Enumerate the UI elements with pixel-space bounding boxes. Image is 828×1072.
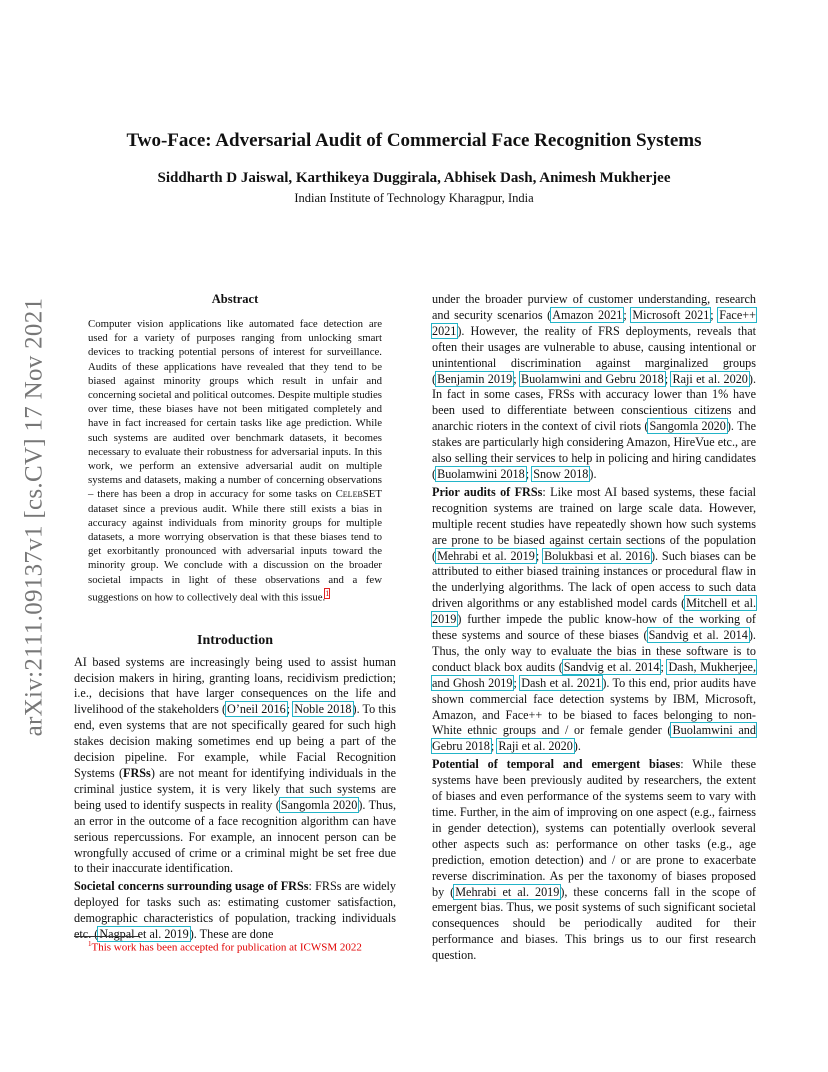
citation-link[interactable]: Mitchell et al. 2019	[432, 596, 756, 627]
citation-link[interactable]: Sandvig et al. 2014	[648, 628, 748, 643]
paper-title: Two-Face: Adversarial Audit of Commercial Face Recognition Systems	[126, 130, 702, 151]
citation-link[interactable]: Mehrabi et al. 2019	[455, 884, 560, 899]
right-column	[432, 292, 756, 964]
affiliation: Indian Institute of Technology Kharagpur, India	[294, 191, 534, 205]
citation-link[interactable]: Sangomla 2020	[280, 797, 358, 812]
citation-link[interactable]: Benjamin 2019	[437, 371, 513, 386]
abstract-heading: Abstract	[211, 292, 259, 306]
intro-paragraph-2: Societal concerns surrounding usage of FRSs: FRSs are widely deployed for tasks such as: estimating customer satisfaction, demographic characteristics of population, tracking individuals etc. (Nagpal et al. 2019). These are done	[74, 879, 396, 942]
citation-link[interactable]: Dash, Mukherjee, and Ghosh 2019	[432, 659, 756, 690]
citation-link[interactable]: Mehrabi et al. 2019	[437, 548, 535, 563]
introduction-heading: Introduction	[197, 632, 273, 648]
right-paragraph-2: Prior audits of FRSs: Like most AI based systems, these facial recognition systems are trained on large scale data. However, multiple recent studies have repeatedly shown how such systems are prone to be biased against certain sections of the population (Mehrabi et al. 2019; Bolukbasi et al. 2016). Such biases can be attributed to either biased training instances or procedural flaw in the underlying algorithms. The lack of open access to such data driven algorithms or any established model cards (Mitchell et al. 2019) further impede the public know-how of the working of these systems and source of these biases (Sandvig et al. 2014). Thus, the only way to evaluate the bias in these software is to conduct black box audits (Sandvig et al. 2014; Dash, Mukherjee, and Ghosh 2019; Dash et al. 2021). To this end, prior audits have shown commercial face detection systems by IBM, Microsoft, Amazon, and Face++ to be biased to faces belonging to non-White ethnic groups and / or female gender (Buolamwini and Gebru 2018; Raji et al. 2020).	[432, 484, 757, 754]
paragraph-run-in-heading: Potential of temporal and emergent biases	[432, 757, 681, 772]
citation-link[interactable]: Amazon 2021	[552, 307, 623, 322]
citation-link[interactable]: Dash et al. 2021	[521, 675, 602, 690]
arxiv-identifier-text: arXiv:2111.09137v1 [cs.CV] 17 Nov 2021	[20, 297, 48, 737]
citation-link[interactable]: Bolukbasi et al. 2016	[544, 548, 650, 563]
footnote-divider	[74, 936, 140, 937]
citation-link[interactable]: Sangomla 2020	[649, 419, 726, 434]
author-list: Siddharth D Jaiswal, Karthikeya Duggirala, Abhisek Dash, Animesh Mukherjee	[157, 170, 671, 186]
footnote-text: This work has been accepted for publication at ICWSM 2022	[91, 941, 362, 954]
citation-link[interactable]: Face++ 2021	[432, 307, 756, 338]
citation-link[interactable]: Noble 2018	[294, 702, 352, 717]
arxiv-identifier-stamp	[12, 282, 56, 752]
citation-link[interactable]: Raji et al. 2020	[498, 739, 573, 754]
citation-link[interactable]: Buolamwini and Gebru 2018	[432, 723, 756, 754]
right-paragraph-3: Potential of temporal and emergent biases: While these systems have been previously audited by researchers, the extent of biases and even performance of the systems seem to vary with time. Further, in the aim of improving on one aspect (e.g., fairness in gender detection), systems can potentially overlook several other aspects such as: performance on other tasks (e.g., age prediction, emotion detection) and / or are prone to exacerbate reverse discrimination. As per the taxonomy of biases proposed by (Mehrabi et al. 2019), these concerns fall in the scope of emergent bias. Thus, we posit systems of such significant societal consequences should be periodically audited for their performance and biases. This brings us to our first research question.	[432, 757, 756, 963]
footnote-mark: 1	[88, 940, 92, 948]
dataset-name: CelebSET	[335, 488, 382, 501]
citation-link[interactable]: Nagpal et al. 2019	[99, 927, 189, 942]
right-paragraph-1: under the broader purview of customer understanding, research and security scenarios (Amazon 2021; Microsoft 2021; Face++ 2021). However, the reality of FRS deployments, reveals that often their usages are vulnerable to abuse, causing intentional or unintentional discrimination against marginalized groups (Benjamin 2019; Buolamwini and Gebru 2018; Raji et al. 2020). In fact in some cases, FRSs with accuracy lower than 1% have been used to differentiate between conscientious citizens and anarchic rioters in the context of civil riots (Sangomla 2020). The stakes are particularly high considering Amazon, HireVue etc., are also selling their services to help in policing and hiring candidates (Buolamwini 2018; Snow 2018).	[432, 292, 756, 481]
paragraph-run-in-heading: Prior audits of FRSs	[432, 484, 543, 499]
footnote-link[interactable]: 1	[325, 588, 330, 598]
citation-link[interactable]: Sandvig et al. 2014	[563, 659, 660, 674]
intro-paragraph-1: AI based systems are increasingly being used to assist human decision makers in hiring, granting loans, recidivism prediction; i.e., decisions that have larger consequences on the life and livelihood of the stakeholders (O’neil 2016; Noble 2018). To this end, even systems that are not specifically geared for such high stakes decision making sometimes end up being a part of the decision pipeline. For example, while Facial Recognition Systems (FRSs) are not meant for identifying individuals in the criminal justice system, it is very likely that such systems are being used to identify suspects in reality (Sangomla 2020). Thus, an error in the outcome of a face recognition algorithm can have serious repercussions. For example, an innocent person can be wrongfully accused of crime or a criminal might be set free due to their inaccurate identification.	[74, 654, 397, 876]
citation-link[interactable]: Snow 2018	[533, 466, 589, 481]
citation-link[interactable]: Raji et al. 2020	[672, 371, 748, 386]
citation-link[interactable]: Microsoft 2021	[632, 307, 710, 322]
citation-link[interactable]: Buolamwini 2018	[437, 466, 525, 481]
citation-link[interactable]: Buolamwini and Gebru 2018	[520, 371, 664, 386]
footnote	[88, 940, 362, 954]
left-column	[74, 292, 396, 943]
paragraph-run-in-heading: Societal concerns surrounding usage of FRSs	[74, 879, 309, 894]
abstract-text: Computer vision applications like automated face detection are used for a variety of purposes ranging from unlocking smart devices to tracking potential persons of interest for surveillance. Audits of these applications have revealed that they tend to be biased against minority groups which result in unfair and concerning societal and political outcomes. Despite multiple studies over time, these biases have not been mitigated completely and have in fact increased for certain tasks like age prediction. While such systems are audited over benchmark datasets, it becomes necessary to evaluate their robustness for adversarial inputs. In this work, we perform an extensive adversarial audit on multiple systems and datasets, making a number of concerning observations – there has been a drop in accuracy for some tasks on CelebSET dataset since a previous audit. While there still exists a bias in accuracy against individuals from minority groups for multiple datasets, a more worrying observation is that these biases tend to get exorbitantly pronounced with adversarial inputs toward the minority group. We conclude with a discussion on the broader societal impacts in light of these observations and a few suggestions on how to collectively deal with this issue.$^1$	[88, 318, 382, 604]
frs-term: FRSs	[123, 766, 151, 780]
citation-link[interactable]: O’neil 2016	[227, 702, 286, 717]
